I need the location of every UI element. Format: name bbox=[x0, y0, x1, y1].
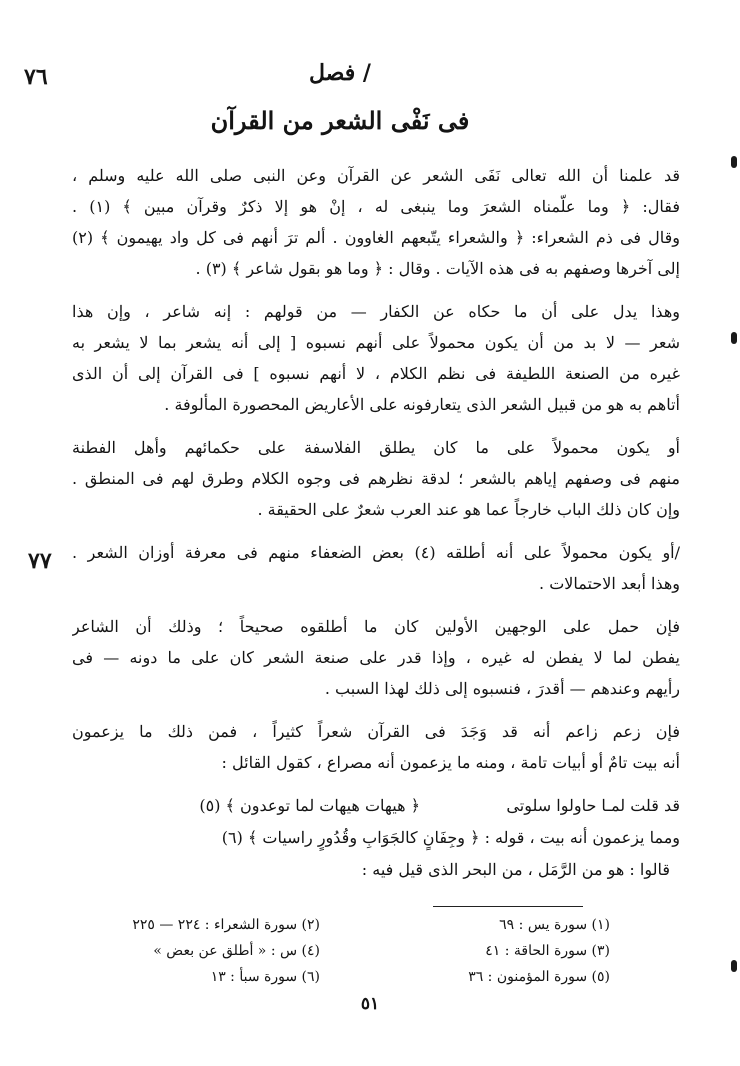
paragraph bbox=[72, 296, 680, 420]
footnotes-right-column bbox=[410, 912, 610, 990]
footnote: (٣) سورة الحاقة : ٤١ bbox=[485, 943, 610, 959]
text-line: غيره من الصنعة اللطيفة فى نظم الكلام ، لا أنهم نسبوه ] فى القرآن إلى أن الذى bbox=[72, 364, 680, 383]
text-line: يفطن لما لا يفطن له غيره ، وإذا قدر على صنعة الشعر كان على ما دونه — فى bbox=[72, 648, 680, 667]
paragraph bbox=[72, 160, 680, 284]
footnote: (٤) س : « أطلق عن بعض » bbox=[153, 943, 320, 959]
text-line: أو يكون محمولاً على ما كان يطلق الفلاسفة على حكمائهم وأهل الفطنة bbox=[72, 438, 680, 457]
footnote: (٦) سورة سبأ : ١٣ bbox=[210, 969, 320, 985]
text-line: /أو يكون محمولاً على أنه أطلقه (٤) بعض الضعفاء منهم فى معرفة أوزان الشعر . bbox=[72, 543, 680, 562]
text-line: وهذا أبعد الاحتمالات . bbox=[539, 574, 680, 593]
text-line: شعر — لا بد من أن يكون محمولاً على أنهم نسبوه [ إلى أنه يشعر بما لا يشعر به bbox=[72, 333, 680, 352]
paragraph bbox=[72, 537, 680, 599]
chapter-title: فى نَفْى الشعر من القرآن bbox=[210, 106, 470, 135]
text-line: وإن كان ذلك الباب خارجاً عما هو عند العرب شعرٌ على الحقيقة . bbox=[257, 500, 680, 519]
margin-mark bbox=[731, 960, 737, 972]
text-line: إلى آخرها وصفهم به فى هذه الآيات . وقال : ﴿ وما هو بقول شاعر ﴾ (٣) . bbox=[195, 259, 680, 278]
footnote-rule bbox=[433, 906, 583, 907]
paragraph bbox=[72, 716, 680, 778]
text-line: فقال: ﴿ وما علّمناه الشعرَ وما ينبغى له ، إنْ هو إلا ذكرٌ وقرآن مبين ﴾ (١) . bbox=[72, 197, 680, 216]
text-line: فإن زعم زاعم أنه قد وَجَدَ فى القرآن شعراً كثيراً ، فمن ذلك ما يزعمون bbox=[72, 722, 680, 741]
footnote: (١) سورة يس : ٦٩ bbox=[499, 917, 610, 933]
text-line: فإن حمل على الوجهين الأولين كان ما أطلقوه صحيحاً ؛ وذلك أن الشاعر bbox=[72, 617, 680, 636]
main-text bbox=[72, 160, 680, 778]
text-line: وهذا يدل على أن ما حكاه عن الكفار — من قولهم : إنه شاعر ، وإن هذا bbox=[72, 302, 680, 321]
verse-line bbox=[120, 790, 680, 822]
section-heading: / فصل bbox=[309, 60, 371, 86]
text-line: رأيهم وعندهم — أقدرَ ، فنسبوه إلى ذلك لهذا السبب . bbox=[324, 679, 680, 698]
paragraph bbox=[72, 611, 680, 704]
verse-block bbox=[120, 790, 680, 886]
text-line: منهم فى وصفهم إياهم بالشعر ؛ لدقة نظرهم فى وجوه الكلام وطرق لهم فى المنطق . bbox=[72, 469, 680, 488]
margin-page-number-middle: ٧٧ bbox=[28, 548, 52, 574]
footnotes-left-column bbox=[100, 912, 320, 990]
verse-line: قالوا : هو من الرَّمَل ، من البحر الذى قيل فيه : bbox=[361, 860, 670, 879]
paragraph bbox=[72, 432, 680, 525]
text-line: أتاهم به هو من قبيل الشعر الذى يتعارفونه على الأعاريض المحصورة المألوفة . bbox=[164, 395, 680, 414]
page-number: ٥١ bbox=[360, 994, 380, 1014]
margin-page-number-top: ٧٦ bbox=[24, 64, 48, 90]
text-line: أنه بيت تامٌ أو أبيات تامة ، ومنه ما يزعمون أنه مصراع ، كقول القائل : bbox=[221, 753, 680, 772]
footnote: (٢) سورة الشعراء : ٢٢٤ — ٢٢٥ bbox=[132, 917, 320, 933]
text-line: قد علمنا أن الله تعالى نَفَى الشعر عن القرآن وعن النبى صلى الله عليه وسلم ، bbox=[72, 166, 680, 185]
verse-second-half: ﴿ هيهات هيهات لما توعدون ﴾ (٥) bbox=[199, 796, 420, 815]
text-line: وقال فى ذم الشعراء: ﴿ والشعراء يتّبعهم الغاوون . ألم ترَ أنهم فى كل واد يهيمون ﴾ (٢) bbox=[72, 228, 680, 247]
footnote: (٥) سورة المؤمنون : ٣٦ bbox=[468, 969, 610, 985]
verse-line: ومما يزعمون أنه بيت ، قوله : ﴿ وجِفَانٍ كالجَوَابِ وقُدُورٍ راسيات ﴾ (٦) bbox=[221, 828, 680, 847]
verse-first-half: قد قلت لمـا حاولوا سلوتى bbox=[506, 796, 680, 815]
margin-mark bbox=[731, 156, 737, 168]
margin-mark bbox=[731, 332, 737, 344]
